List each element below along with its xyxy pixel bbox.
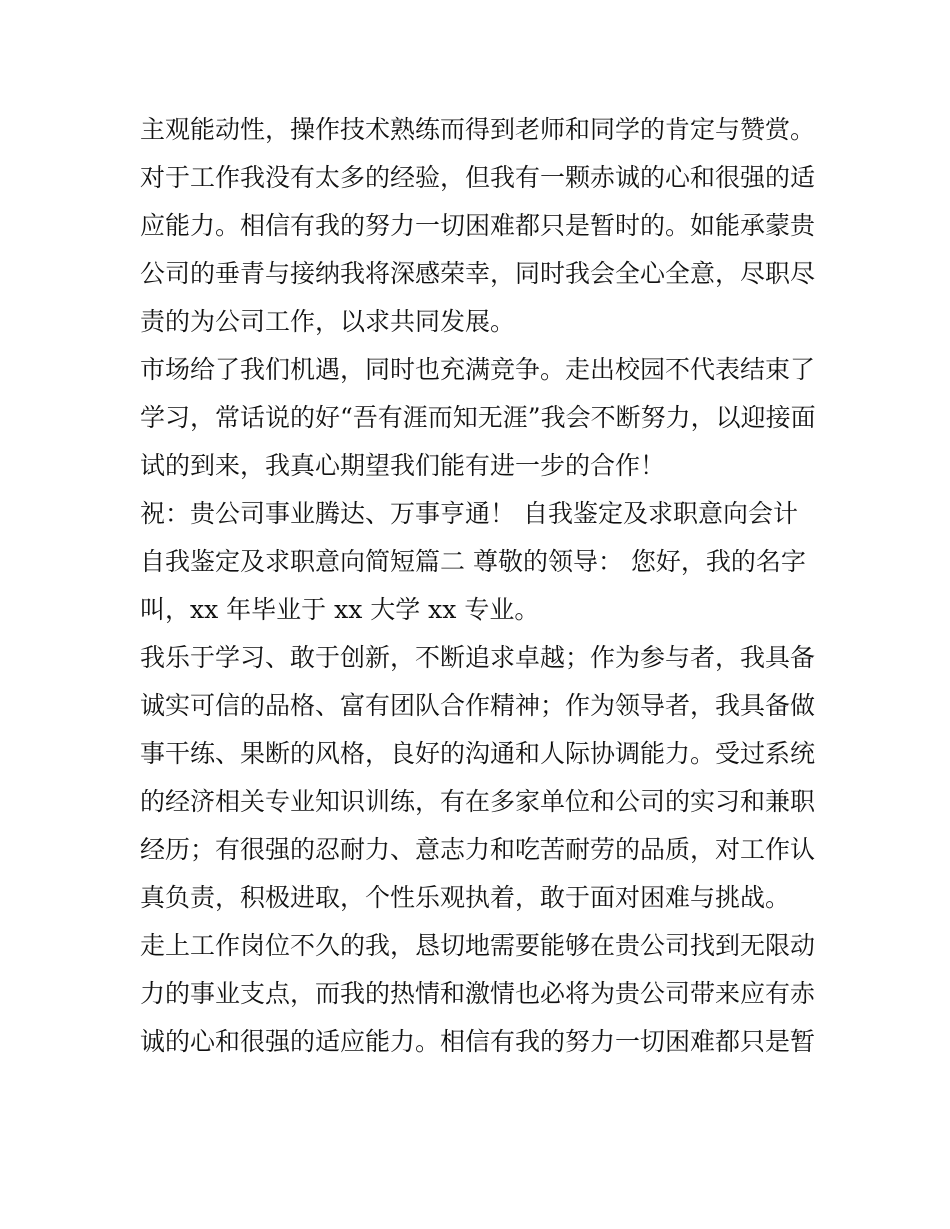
text-line: 力的事业支点，而我的热情和激情也必将为贵公司带来应有赤 <box>140 979 816 1008</box>
text-line: 走上工作岗位不久的我，恳切地需要能够在贵公司找到无限动 <box>140 931 816 960</box>
text-line: 公司的垂青与接纳我将深感荣幸，同时我会全心全意，尽职尽 <box>140 259 816 288</box>
text-line: 的经济相关专业知识训练，有在多家单位和公司的实习和兼职 <box>140 787 816 816</box>
text-line: 市场给了我们机遇，同时也充满竞争。走出校园不代表结束了 <box>140 355 816 384</box>
text-line: 应能力。相信有我的努力一切困难都只是暂时的。如能承蒙贵 <box>140 211 816 240</box>
text-line: 我乐于学习、敢于创新，不断追求卓越；作为参与者，我具备 <box>140 643 816 672</box>
text-line: 学习，常话说的好“吾有涯而知无涯”我会不断努力，以迎接面 <box>140 403 816 432</box>
text-line: 真负责，积极进取，个性乐观执着，敢于面对困难与挑战。 <box>140 883 791 912</box>
text-line: 试的到来，我真心期望我们能有进一步的合作！ <box>140 451 666 480</box>
document-body <box>140 106 820 1066</box>
text-line: 叫，xx 年毕业于 xx 大学 xx 专业。 <box>140 595 540 624</box>
text-line: 责的为公司工作，以求共同发展。 <box>140 307 516 336</box>
text-line: 主观能动性，操作技术熟练而得到老师和同学的肯定与赞赏。 <box>140 115 816 144</box>
text-line: 事干练、果断的风格，良好的沟通和人际协调能力。受过系统 <box>140 739 816 768</box>
text-line: 自我鉴定及求职意向简短篇二 尊敬的领导： 您好，我的名字 <box>140 547 806 576</box>
text-line: 祝：贵公司事业腾达、万事亨通！ 自我鉴定及求职意向会计 <box>140 499 798 528</box>
text-line: 对于工作我没有太多的经验，但我有一颗赤诚的心和很强的适 <box>140 163 816 192</box>
text-line: 诚的心和很强的适应能力。相信有我的努力一切困难都只是暂 <box>140 1027 816 1056</box>
text-line: 经历；有很强的忍耐力、意志力和吃苦耐劳的品质，对工作认 <box>140 835 816 864</box>
text-line: 诚实可信的品格、富有团队合作精神；作为领导者，我具备做 <box>140 691 816 720</box>
